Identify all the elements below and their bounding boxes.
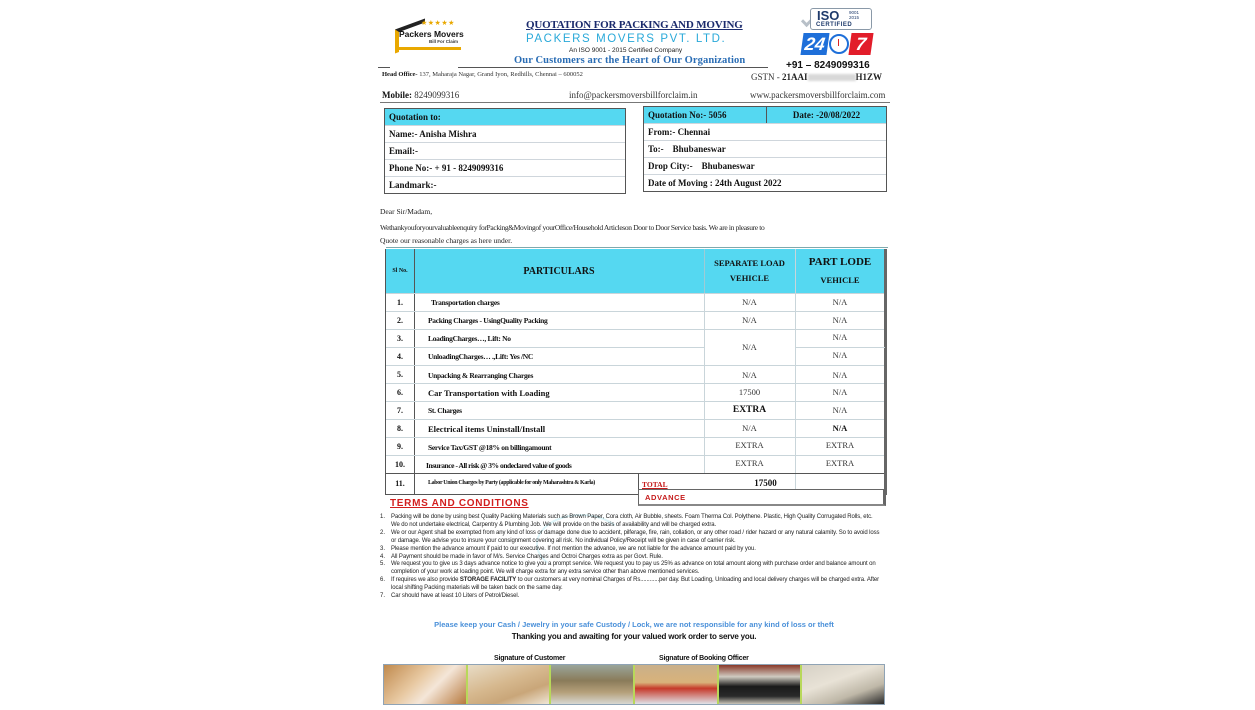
row-sl: 5. — [397, 370, 403, 379]
table-row — [386, 365, 884, 383]
company-tagline: Our Customers arc the Heart of Our Organization — [514, 55, 746, 66]
row-separate: EXTRA — [732, 405, 767, 415]
row-separate: EXTRA — [735, 458, 764, 468]
row-separate: N/A — [742, 297, 757, 307]
mobile-number — [382, 90, 459, 100]
row-sl: 4. — [397, 352, 403, 361]
terms-text: We or our Agent shall be exempted from any kind of loss or damage done due to accident, pilferage, fire, rain, collation, or any other road / rider hazard or any natural calamity. So to avoid loss or damage. We advise you to insure your consignment covering all risk. No individual Policy/Receipt will be given in case of carrier risk. — [391, 529, 880, 544]
terms-text-part: to our customers at very nominal Charges of Rs............per day. But Loading, Unloading and local delivery charges will be charged extra. After local shifting Packing materials will be taken back on the same day. — [391, 577, 880, 592]
table-row — [386, 329, 884, 352]
badge-24: 24 — [800, 33, 829, 55]
total-label: TOTAL — [642, 480, 668, 489]
row-separate: N/A — [742, 423, 757, 433]
certified-label: CERTIFIED — [816, 22, 853, 28]
column-header-particulars: PARTICULARS — [523, 265, 595, 277]
intro-line-1: Wethankyouforyourvaluableenquiry forPacking&Movingof yourOffice/Household Articleson Door to Door Service basis. We are in pleasure to — [380, 223, 765, 232]
gstn-suffix: H1ZW — [855, 72, 883, 82]
terms-title: TERMS AND CONDITIONS — [390, 498, 529, 509]
table-row — [386, 419, 884, 437]
row-sl: 2. — [397, 316, 403, 325]
24x7-badge — [802, 33, 874, 55]
logo-subtitle: Bill For Claim — [429, 39, 459, 44]
column-header-part-lode — [795, 249, 885, 293]
drop-city: Drop City:- Bhubaneswar — [644, 158, 886, 175]
row-part: EXTRA — [825, 440, 855, 450]
column-header-separate-load — [704, 249, 795, 293]
greeting: Dear Sir/Madam, — [380, 207, 433, 216]
logo-name: Packers Movers — [399, 29, 464, 39]
quotation-date: Date: -20/08/2022 — [792, 110, 861, 120]
header-line: VEHICLE — [820, 275, 860, 285]
terms-number: 5. — [380, 561, 386, 568]
header-line: PART LODE — [808, 256, 872, 268]
row-divider — [795, 347, 885, 348]
quotation-box-heading — [644, 107, 886, 124]
row-part: N/A — [832, 315, 848, 325]
row-separate: 17500 — [738, 387, 761, 397]
quotation-document — [378, 0, 892, 710]
row-sl: 3. — [397, 334, 403, 343]
terms-text: Packing will be done by using best Quality Packing Materials such as Brown Paper, Cora cloth, Air Bubble, sheets. Foam Therma Col. Polythene. Plastic, High Quality Corrugated Rolls, etc. We do not undertake electrical, Carpentry & Plumbing Job. We will provide on the basis of availability and will be charged extra. — [391, 514, 873, 528]
packed-furniture-photo — [635, 665, 719, 704]
row-item: Electrical items Uninstall/Install — [428, 424, 546, 434]
officer-signature-label: Signature of Booking Officer — [659, 655, 749, 662]
row-sl: 1. — [397, 298, 403, 307]
customer-landmark: Landmark:- — [389, 180, 437, 190]
car-loading-truck-photo — [719, 665, 803, 704]
wrapped-car-photo — [802, 665, 884, 704]
row-part: N/A — [832, 350, 848, 360]
column-divider — [704, 249, 705, 293]
divider — [386, 247, 888, 248]
table-header — [386, 249, 884, 293]
row-part: N/A — [832, 423, 848, 433]
row-part: N/A — [832, 387, 848, 397]
terms-number: 1. — [380, 514, 386, 520]
row-item: Service Tax/GST @18% on billingamount — [428, 443, 552, 452]
row-sl: 9. — [397, 442, 403, 451]
terms-text: We request you to give us 3 days advance notice to give you a prompt service. We request you to pay us 25% as advance on total amount along with purchase order and balance amount on completion of your work at loading point. We will charge extra for any extra service other than above mentioned services. — [391, 561, 876, 576]
row-item: Transportation charges — [431, 298, 500, 307]
terms-item — [380, 554, 880, 562]
iso-label: ISO — [817, 8, 840, 23]
terms-item — [380, 530, 880, 546]
row-separate: EXTRA — [735, 440, 764, 450]
terms-item — [380, 577, 880, 593]
gstn-label: GSTN - — [751, 72, 782, 82]
customer-phone: Phone No:- + 91 - 8249099316 — [385, 160, 625, 177]
gstn-prefix: 21AAI — [782, 72, 808, 82]
table-row — [386, 455, 884, 473]
storage-facility-emphasis: STORAGE FACILITY — [459, 577, 517, 584]
iso-statement: An ISO 9001 - 2015 Certified Company — [569, 47, 683, 54]
head-office-value: 137, Maharaja Nagar, Grand Iyon, Redhills, Chennai – 600052 — [417, 71, 583, 78]
wooden-crate-photo — [551, 665, 635, 704]
row-sl: 6. — [397, 388, 403, 397]
row-part: N/A — [832, 370, 848, 380]
head-office-label: Head Office- — [382, 71, 418, 78]
customer-email: Email:- — [385, 143, 625, 160]
row-separate: N/A — [742, 315, 757, 325]
document-title: QUOTATION FOR PACKING AND MOVING — [526, 19, 743, 31]
safety-note: Please keep your Cash / Jewelry in your safe Custody / Lock, we are not responsible for any kind of loss or theft — [434, 620, 834, 629]
table-row — [386, 311, 884, 329]
company-logo — [395, 18, 463, 50]
terms-text — [391, 577, 880, 593]
row-separate-merged: N/A — [742, 342, 757, 352]
row-item: Car Transportation with Loading — [428, 388, 550, 398]
stars-icon: ★★★★★ — [421, 19, 455, 27]
row-part: EXTRA — [825, 458, 855, 468]
badge-7: 7 — [848, 33, 873, 55]
table-row — [386, 383, 884, 401]
row-item: Insurance - All risk @ 3% ondeclared value of goods — [426, 461, 572, 470]
divider — [380, 102, 890, 103]
mobile-label: Mobile: — [382, 90, 412, 100]
table-row — [386, 437, 884, 455]
row-sl: 8. — [397, 424, 403, 433]
intro-line-2: Quote our reasonable charges as here under. — [380, 236, 513, 245]
logo-underline — [399, 47, 461, 50]
divider — [378, 67, 390, 68]
row-divider — [386, 347, 704, 348]
terms-number: 6. — [380, 577, 386, 584]
table-row — [386, 293, 884, 311]
terms-text: All Payment should be made in favor of M/s. Service Charges and Octroi Charges extra as per Govt. Rule. — [391, 553, 663, 560]
row-separate: N/A — [742, 370, 757, 380]
row-item: Labor Union Charges by Party (applicable for only Maharashtra & Karla) — [428, 480, 595, 486]
move-to: To:- Bhubaneswar — [644, 141, 886, 158]
row-item: St. Charges — [428, 406, 462, 415]
row-part: N/A — [832, 405, 848, 415]
thank-you-line: Thanking you and awaiting for your valued work order to serve you. — [511, 632, 757, 641]
stopwatch-icon — [829, 34, 849, 54]
terms-item — [380, 593, 880, 601]
gstn-redacted — [808, 74, 856, 81]
terms-text: Car should have at least 10 Liters of Petrol/Diesel. — [391, 593, 520, 600]
table-row — [386, 401, 884, 419]
divider — [458, 67, 768, 68]
head-office-address — [382, 71, 583, 78]
mobile-value: 8249099316 — [412, 90, 460, 100]
row-sl: 11. — [395, 479, 405, 488]
terms-item — [380, 561, 880, 577]
website-link[interactable]: www.packersmoversbillforclaim.com — [750, 90, 886, 100]
row-item: Packing Charges - UsingQuality Packing — [428, 316, 548, 325]
terms-number: 7. — [380, 593, 386, 600]
table-row — [386, 347, 884, 365]
moving-date: Date of Moving : 24th August 2022 — [648, 178, 782, 188]
company-name: PACKERS MOVERS PVT. LTD. — [526, 33, 727, 45]
terms-list — [380, 514, 880, 601]
packed-goods-photo — [468, 665, 552, 704]
customer-signature-label: Signature of Customer — [494, 655, 566, 662]
terms-text-part: If requires we also provide — [391, 577, 460, 584]
terms-text: Please mention the advance amount if paid to our executive. If not mention the advance, we are not liable for the advance amount paid by you. — [391, 545, 756, 552]
iso-certified-badge — [810, 8, 872, 30]
row-item: UnloadingCharges… .,Lift: Yes /NC — [428, 352, 534, 361]
customer-info-box — [384, 108, 626, 194]
header-phone: +91 – 8249099316 — [786, 60, 870, 71]
terms-number: 4. — [380, 553, 386, 560]
row-sl: 10. — [395, 460, 405, 469]
iso-years: 9001 2015 — [849, 10, 860, 20]
gstn-number — [751, 72, 882, 82]
row-part: N/A — [832, 332, 848, 342]
terms-number: 2. — [380, 529, 386, 536]
advance-label: ADVANCE — [645, 493, 686, 502]
header-line: VEHICLE — [729, 273, 770, 283]
advance-row — [638, 489, 886, 506]
photo-strip — [383, 664, 885, 705]
totals-block — [638, 475, 886, 505]
terms-item — [380, 546, 880, 554]
customer-name: Name:- Anisha Mishra — [385, 126, 625, 143]
quotation-info-box — [643, 106, 887, 192]
packing-box-photo — [384, 665, 468, 704]
column-header-sl: Sl No. — [392, 268, 408, 274]
total-value: 17500 — [754, 478, 777, 488]
row-part: N/A — [832, 297, 848, 307]
row-item: LoadingCharges…, Lift: No — [428, 334, 511, 343]
charges-table — [385, 249, 887, 495]
row-sl: 7. — [397, 406, 403, 415]
header-line: SEPARATE LOAD — [714, 258, 785, 268]
customer-box-heading: Quotation to: — [385, 109, 625, 126]
terms-number: 3. — [380, 545, 386, 552]
email-address[interactable]: info@packersmoversbillforclaim.in — [569, 90, 698, 100]
quotation-number: Quotation No:- 5056 — [644, 107, 767, 123]
move-from: From:- Chennai — [644, 124, 886, 141]
row-item: Unpacking & Rearranging Charges — [428, 371, 534, 380]
terms-item — [380, 514, 880, 530]
